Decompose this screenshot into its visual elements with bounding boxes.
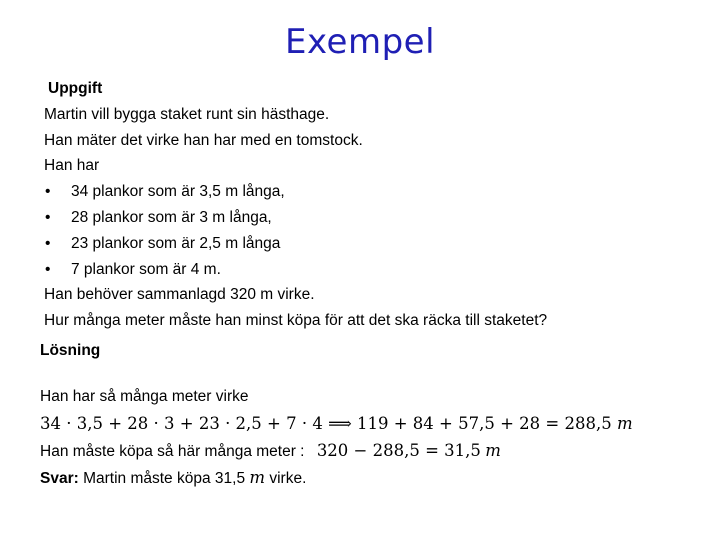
equation: 34 · 3,5 + 28 · 3 + 23 · 2,5 + 7 · 4 ⟹ 119 + 84 + 57,5 + 28 = 288,5 — [40, 414, 612, 433]
task-heading: Uppgift — [48, 80, 103, 97]
task-outro-line: Han behöver sammanlagd 320 m virke. — [44, 286, 315, 304]
bullet-icon: • — [45, 183, 51, 201]
solution-section — [40, 342, 700, 491]
task-section — [44, 76, 694, 334]
bullet-icon: • — [45, 208, 51, 226]
task-intro-line: Han har — [44, 157, 100, 175]
buy-unit: m — [485, 441, 501, 460]
answer-end: virke. — [269, 470, 307, 487]
bullet-item — [44, 257, 694, 283]
bullet-item — [44, 231, 694, 257]
bullet-icon: • — [45, 260, 51, 278]
answer-line — [40, 464, 700, 491]
bullet-icon: • — [45, 234, 51, 252]
equation-line — [40, 410, 700, 437]
solution-intro: Han har så många meter virke — [40, 388, 249, 405]
equation-unit: m — [616, 414, 633, 433]
bullet-text: 7 plankor som är 4 m. — [71, 260, 221, 278]
bullet-text: 23 plankor som är 2,5 m långa — [71, 234, 281, 252]
answer-label: Svar: — [40, 470, 79, 487]
bullet-text: 28 plankor som är 3 m långa, — [71, 208, 272, 226]
answer-text: Martin måste köpa 31,5 — [83, 470, 246, 487]
buy-label: Han måste köpa så här många meter : — [40, 443, 305, 460]
bullet-text: 34 plankor som är 3,5 m långa, — [71, 183, 285, 201]
answer-unit: m — [249, 468, 266, 487]
task-intro-line: Han mäter det virke han har med en tomstock. — [44, 131, 363, 149]
bullet-item — [44, 205, 694, 231]
page-title: Exempel — [284, 22, 436, 62]
solution-heading: Lösning — [40, 342, 101, 359]
task-intro-line: Martin vill bygga staket runt sin hästhage. — [44, 105, 330, 123]
task-question: Hur många meter måste han minst köpa för att det ska räcka till staketet? — [44, 312, 548, 330]
buy-line — [40, 437, 700, 464]
bullet-item — [44, 179, 694, 205]
buy-expression: 320 − 288,5 = 31,5 — [316, 441, 481, 460]
